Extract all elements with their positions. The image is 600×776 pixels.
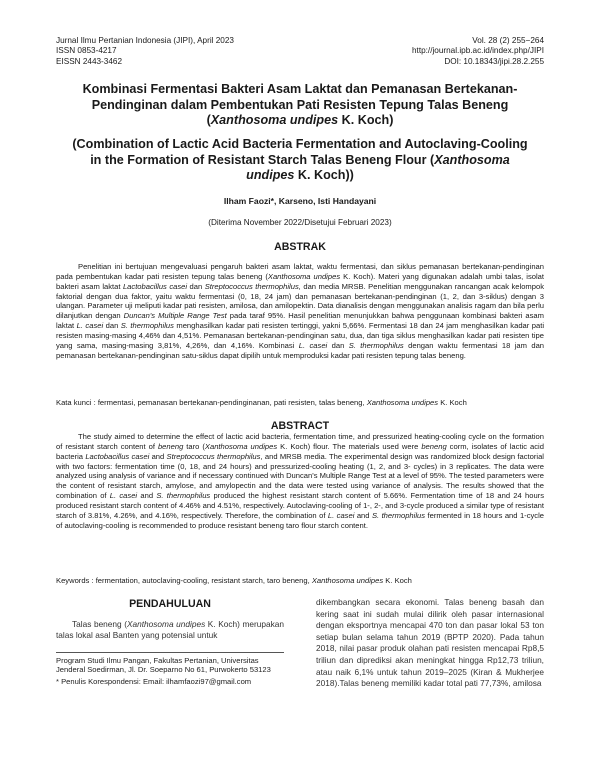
intro-paragraph: Talas beneng (Xanthosoma undipes K. Koch) merupakan talas lokal asal Banten yang potensial untuk xyxy=(56,619,284,641)
journal-url[interactable]: http://journal.ipb.ac.id/index.php/JIPI xyxy=(412,46,544,56)
title-id-line1: Kombinasi Fermentasi Bakteri Asam Laktat dan Pemanasan Bertekanan- xyxy=(82,82,518,96)
title-english xyxy=(56,137,544,184)
title-en-line2: in the Formation of Resistant Starch Talas Beneng Flour (Xanthosoma xyxy=(90,152,510,167)
volume-info: Vol. 28 (2) 255−264 xyxy=(472,36,544,45)
affiliation: Program Studi Ilmu Pangan, Fakultas Pertanian, Universitas Jenderal Soedirman, Jl. Dr. Soeparno No 61, Purwokerto 53123 xyxy=(56,655,271,675)
received-dates: (Diterima November 2022/Disetujui Februari 2023) xyxy=(208,218,392,227)
right-column xyxy=(316,597,544,690)
keywords: Keywords : fermentation, autoclaving-cooling, resistant starch, taro beneng, Xanthosoma undipes K. Koch xyxy=(56,576,412,585)
journal-name: Jurnal Ilmu Pertanian Indonesia (JIPI), April 2023 xyxy=(56,36,234,45)
intro-heading: PENDAHULUAN xyxy=(129,598,211,610)
abstrak-text: Penelitian ini bertujuan mengevaluasi pengaruh bakteri asam laktat, waktu fermentasi, dan siklus pemanasan bertekanan-pendinginan pada pembentukan kadar pati resisten tepung talas beneng (Xanthosoma undipes K. Koch). Materi yang digunakan adalah umbi talas, isolat bakteri asam laktat Lactobacillus casei dan Streptococcus thermophilus, dan media MRSB. Penelitian menggunakan rancangan acak kelompok faktorial dengan dua faktor, yaitu waktu fermentasi (0, 18, 24 jam) dan pemanasan bertekanan-pendinginan (1, 2, dan 3-siklus) dengan 3 ulangan. Parameter uji meliputi kadar pati resisten, amilosa, dan amilopektin. Data dianalisis dengan menggunakan analisis ragam dan bila perlu dilanjutkan dengan Duncan's Multiple Range Test pada taraf 95%. Hasil penelitian menunjukkan bahwa penggunaan kombinasi bakteri asam laktat L. casei dan S. thermophilus menghasilkan kadar pati resisten tertinggi, yakni 5,66%. Fermentasi 18 dan 24 jam menghasilkan kadar pati resisten masing-masing 4,46% dan 4,51%. Pemanasan bertekanan-pendinginan satu, dua, dan tiga siklus menghasilkan kadar pati resisten tipe yang sama, masing-masing 3,81%, 4,26%, dan 4,16%. Kombinasi L. casei dan S. thermophilus dengan waktu fermentasi 18 jam dan pemanasan bertekanan-pendinginan satu-siklus dapat dipilih untuk memproduksi kadar pati resisten tepung talas beneng. xyxy=(56,262,545,360)
title-id-line2: Pendinginan dalam Pembentukan Pati Resisten Tepung Talas Beneng xyxy=(91,97,509,112)
corresponding-author: * Penulis Korespondensi: Email: ilhamfaozi97@gmail.com xyxy=(56,677,252,686)
abstrak-heading: ABSTRAK xyxy=(274,241,326,253)
title-indonesian xyxy=(56,82,544,129)
abstract-text: The study aimed to determine the effect of lactic acid bacteria, fermentation time, and pressurized heating-cooling cycle on the formation of resistant starch content of beneng taro (Xanthosoma undipes K. Koch) flour. The materials used were beneng corm, isolates of lactic acid bacteria Lactobacillus casei and Streptococcus thermophilus, and MRSB media. The experimental design was randomized block design factorial with two factors: fermentation time (0, 18, and 24 hours) and pressurized-cooling heating (1, 2, and 3- cycles) in 3 replicates. The data were analyzed using analysis of variance and if necessary continued with Duncan's Multiple Range Test at a level of 95%. The tested parameters were the content of resistant starch, amylose, and amylopectin and the data were tested using variance of analysis. The results showed that the combination of L. casei and S. thermophilus produced the highest resistant starch content of 5.66%. Fermentation time of 18 and 24 hours produced resistant starch content of 4.46% and 4.51%, respectively. Autoclaving-cooling of 1-, 2-, and 3-cycle produced a similar type of resistant starch of 3.81%, 4.26%, and 4.16%, respectively. Therefore, the combination of L. casei and S. thermophilus fermented in 18 hours and 1-cycle of autoclaving-cooling is recommended to produce resistant beneng taro flour starch content. xyxy=(56,432,545,530)
eissn: EISSN 2443-3462 xyxy=(56,56,122,66)
left-column xyxy=(56,598,284,687)
title-id-line3: (Xanthosoma undipes K. Koch) xyxy=(206,113,394,127)
title-en-line1: (Combination of Lactic Acid Bacteria Fermentation and Autoclaving-Cooling xyxy=(72,137,528,151)
intro-continuation: dikembangkan secara ekonomi. Talas beneng basah dan kering saat ini sudah mulai dilirik oleh pasar internasional dengan eksportnya mencapai 470 ton dan pasar lokal 53 ton setiap bulan selama tahun 2019 (BPTP 2020). Pada tahun 2018, nilai pasar produk olahan pati resisten mencapai Rp8,5 triliun dan diprediksi akan meningkat hingga Rp12,73 triliun, atau naik 6,1% untuk tahun 2019–2025 (Kiran & Mukherjee 2018).Talas beneng memiliki kadar total pati 77,73%, amilosa xyxy=(316,597,544,689)
footnote-divider xyxy=(56,652,284,653)
title-en-line3: undipes K. Koch)) xyxy=(246,168,354,182)
issn: ISSN 0853-4217 xyxy=(56,46,117,56)
journal-header-right xyxy=(412,36,544,67)
journal-header-left xyxy=(56,36,234,67)
doi[interactable]: DOI: 10.18343/jipi.28.2.255 xyxy=(444,56,544,66)
abstract-heading: ABSTRACT xyxy=(270,420,330,432)
authors: Ilham Faozi*, Karseno, Isti Handayani xyxy=(223,196,377,206)
kata-kunci: Kata kunci : fermentasi, pemanasan bertekanan-pendinginanan, pati resisten, talas beneng, Xanthosoma undipes K. Koch xyxy=(56,398,467,407)
